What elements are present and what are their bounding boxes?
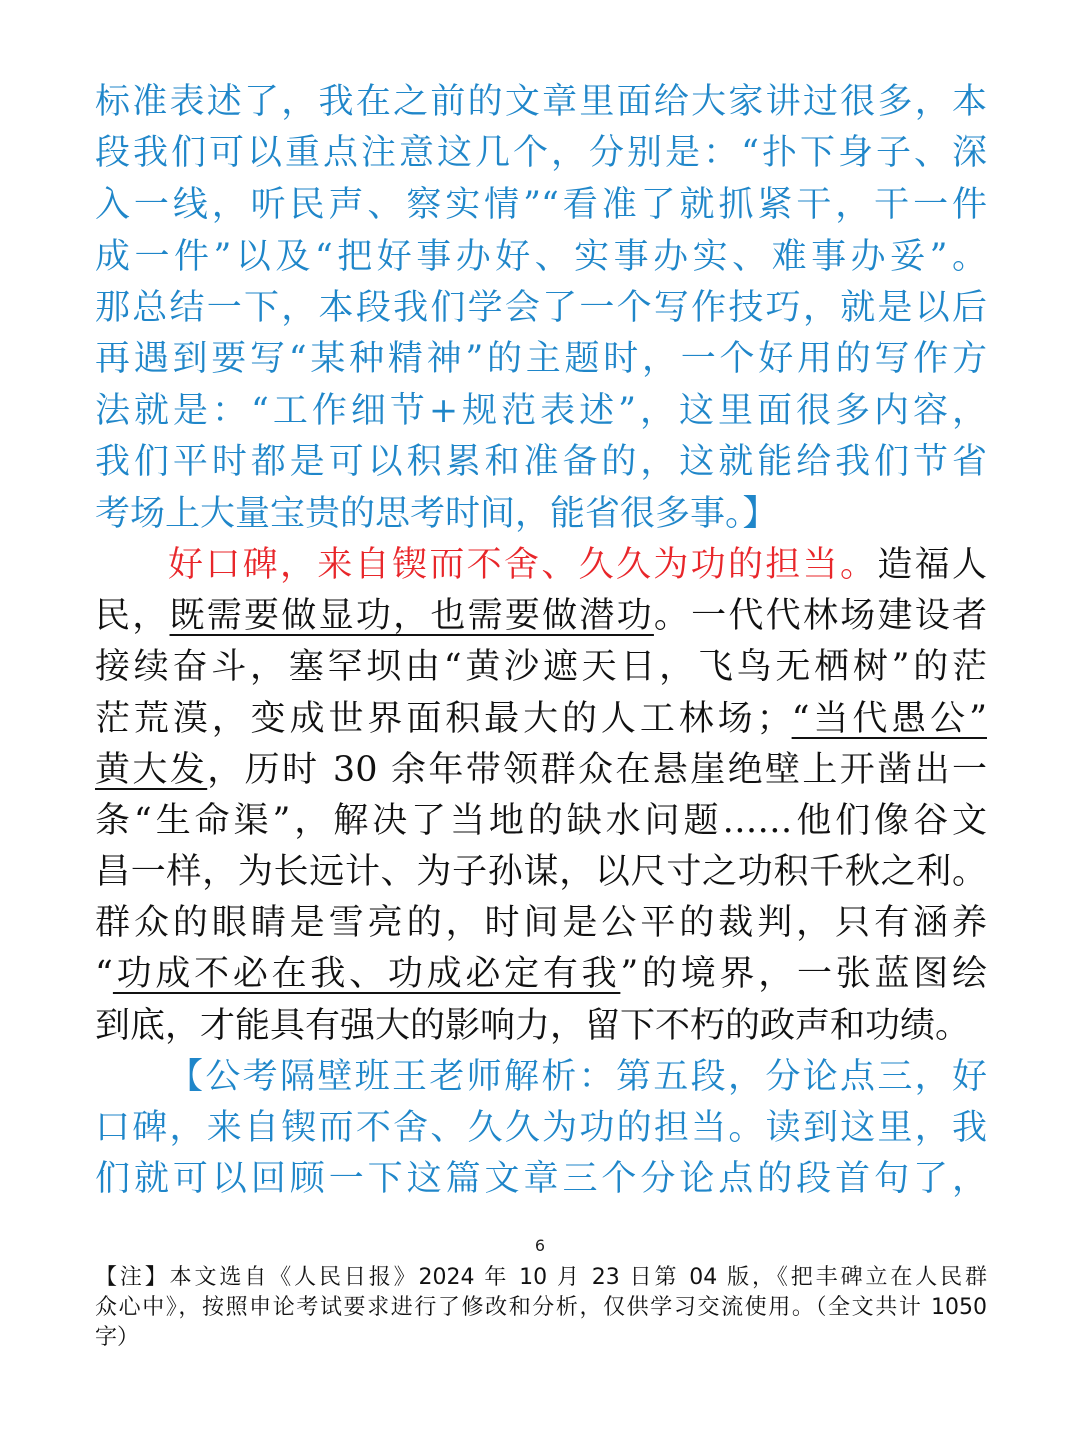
paragraph-text: “ [95,954,113,994]
paragraph-line [95,592,987,640]
paragraph-line [95,695,987,743]
analysis-line: 那总结一下，本段我们学会了一个写作技巧，就是以后 [95,288,987,328]
analysis-line: 【公考隔壁班王老师解析：第五段，分论点三，好 [168,1057,987,1097]
paragraph-text: ”的境界，一张蓝图绘 [620,954,987,994]
analysis-line: 口碑，来自锲而不舍、久久为功的担当。读到这里，我 [95,1108,987,1148]
underlined-phrase: 既需要做显功，也需要做潜功 [169,596,654,636]
paragraph-line [95,950,987,998]
analysis-line: 段我们可以重点注意这几个，分别是：“扑下身子、深 [95,133,987,173]
paragraph-line: 条“生命渠”，解决了当地的缺水问题……他们像谷文 [95,801,987,841]
underlined-phrase: 黄大发 [95,750,208,790]
subpoint-heading: 好口碑，来自锲而不舍、久久为功的担当。 [168,545,878,585]
analysis-line: 成一件”以及“把好事办好、实事办实、难事办妥”。 [95,237,987,277]
analysis-line: 们就可以回顾一下这篇文章三个分论点的段首句了， [95,1159,987,1199]
analysis-line: 法就是：“工作细节+规范表述”，这里面很多内容， [95,391,987,431]
analysis-line: 再遇到要写“某种精神”的主题时，一个好用的写作方 [95,339,987,379]
paragraph-line [95,746,987,794]
page-number: 6 [534,1236,546,1255]
paragraph-line [168,541,987,589]
underlined-phrase: “当代愚公” [791,699,987,739]
footnote-line: 【注】本文选自《人民日报》2024 年 10 月 23 日第 04 版，《把丰碑立在人民群 [95,1265,987,1290]
analysis-line: 考场上大量宝贵的思考时间，能省很多事。】 [95,494,778,534]
paragraph-line: 昌一样，为长远计、为子孙谋，以尺寸之功积千秋之利。 [95,852,987,892]
paragraph-line: 群众的眼睛是雪亮的，时间是公平的裁判，只有涵养 [95,903,987,943]
paragraph-text: 造福人 [877,545,987,585]
paragraph-text: ，历时 30 余年带领群众在悬崖绝壁上开凿出一 [207,750,987,790]
analysis-line: 我们平时都是可以积累和准备的，这就能给我们节省 [95,442,987,482]
paragraph-line: 接续奋斗，塞罕坝由“黄沙遮天日，飞鸟无栖树”的茫 [95,647,987,687]
paragraph-line: 到底，才能具有强大的影响力，留下不朽的政声和功绩。 [95,1006,971,1046]
analysis-line: 标准表述了，我在之前的文章里面给大家讲过很多，本 [95,82,987,122]
paragraph-text: 茫荒漠，变成世界面积最大的人工林场； [95,699,792,739]
paragraph-text: 。一代代林场建设者 [653,596,987,636]
paragraph-text: 民， [95,596,170,636]
footnote-line: 众心中》，按照申论考试要求进行了修改和分析，仅供学习交流使用。（全文共计 1050 [95,1295,987,1320]
underlined-phrase: 功成不必在我、功成必定有我 [112,954,621,994]
analysis-line: 入一线，听民声、察实情”“看准了就抓紧干，干一件 [95,185,987,225]
footnote-line: 字） [95,1325,140,1350]
